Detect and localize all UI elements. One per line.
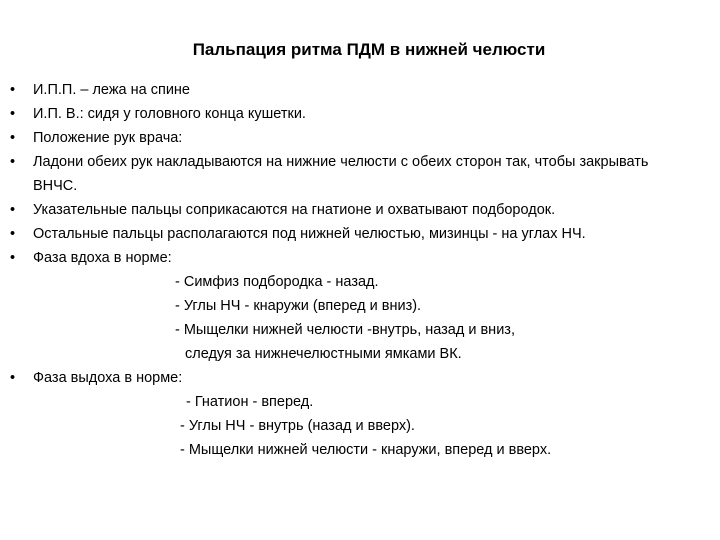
list-item-text: Остальные пальцы располагаются под нижней челюстью, мизинцы - на углах НЧ. (33, 226, 586, 242)
bullet-icon: • (10, 130, 16, 146)
inhale-detail-text: - Мыщелки нижней челюсти -внутрь, назад и вниз, (175, 322, 515, 338)
list-item (0, 102, 720, 126)
exhale-detail (0, 390, 720, 414)
list-item-text: И.П. В.: сидя у головного конца кушетки. (33, 106, 306, 122)
exhale-detail-text: - Гнатион - вперед. (186, 394, 314, 410)
inhale-detail-text: следуя за нижнечелюстными ямками ВК. (185, 346, 462, 362)
inhale-detail-text: - Симфиз подбородка - назад. (175, 274, 379, 290)
inhale-detail (0, 294, 720, 318)
inhale-detail (0, 270, 720, 294)
list-item-text: Указательные пальцы соприкасаются на гнатионе и охватывают подбородок. (33, 202, 556, 218)
list-item (0, 150, 720, 198)
inhale-detail-text: - Углы НЧ - кнаружи (вперед и вниз). (175, 298, 422, 314)
list-item-text: Ладони обеих рук накладываются на нижние челюсти с обеих сторон так, чтобы закрывать ВНЧС. (33, 154, 649, 194)
list-item-text: Положение рук врача: (33, 130, 183, 146)
bullet-icon: • (10, 226, 16, 242)
inhale-detail (0, 318, 720, 342)
bullet-icon: • (10, 370, 16, 386)
list-item (0, 366, 720, 390)
list-item (0, 246, 720, 270)
bullet-list (0, 78, 720, 462)
bullet-icon: • (10, 82, 16, 98)
inhale-detail (0, 342, 720, 366)
exhale-detail (0, 438, 720, 462)
bullet-icon: • (10, 250, 16, 266)
list-item-text: Фаза выдоха в норме: (33, 370, 183, 386)
exhale-detail-text: - Мыщелки нижней челюсти - кнаружи, вперед и вверх. (180, 442, 552, 458)
slide-title: Пальпация ритма ПДМ в нижней челюсти (192, 40, 546, 59)
list-item (0, 222, 720, 246)
bullet-icon: • (10, 202, 16, 218)
list-item (0, 198, 720, 222)
list-item-text: Фаза вдоха в норме: (33, 250, 172, 266)
exhale-detail (0, 414, 720, 438)
exhale-detail-text: - Углы НЧ - внутрь (назад и вверх). (180, 418, 415, 434)
bullet-icon: • (10, 154, 16, 170)
list-item (0, 126, 720, 150)
list-item-text: И.П.П. – лежа на спине (33, 82, 191, 98)
bullet-icon: • (10, 106, 16, 122)
list-item (0, 78, 720, 102)
